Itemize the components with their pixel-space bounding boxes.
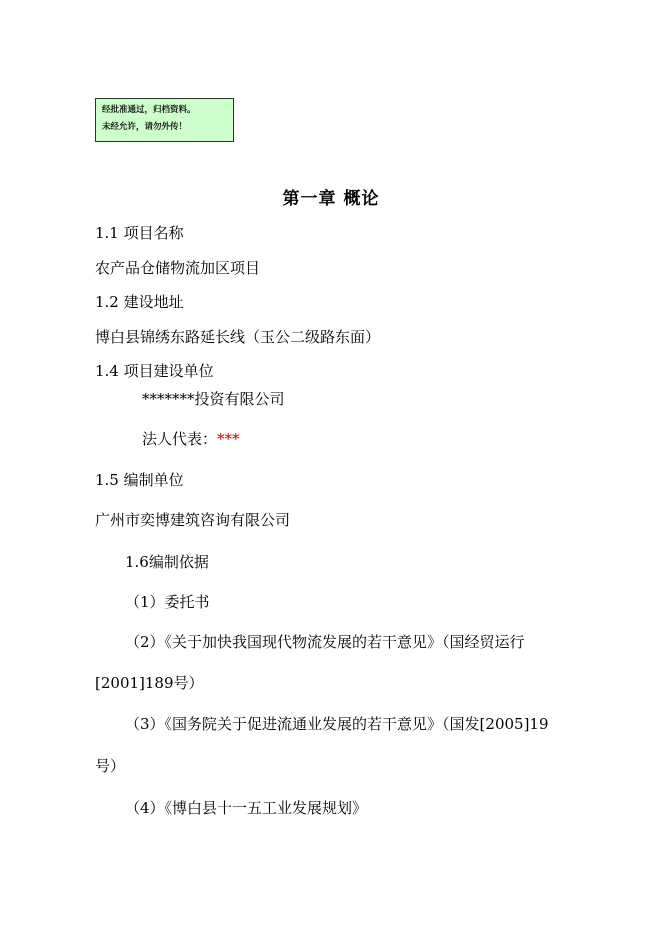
notice-box — [95, 98, 234, 142]
basis-item-3-line-2: 号） — [95, 757, 126, 775]
section-1-1-body: 农产品仓储物流加区项目 — [95, 259, 261, 277]
basis-item-2-line-1: （2）《关于加快我国现代物流发展的若干意见》（国经贸运行 — [125, 633, 525, 651]
basis-item-2-line-2: [2001]189号） — [95, 674, 204, 692]
legal-representative — [142, 429, 240, 449]
basis-item-4: （4）《博白县十一五工业发展规划》 — [125, 799, 368, 817]
section-1-2-heading: 1.2 建设地址 — [95, 293, 184, 311]
section-1-4-company: *******投资有限公司 — [142, 390, 285, 408]
section-1-4-heading: 1.4 项目建设单位 — [95, 362, 214, 380]
basis-item-1: （1）委托书 — [125, 593, 210, 611]
notice-line-2: 未经允许，请勿外传！ — [102, 122, 188, 132]
legal-representative-label: 法人代表： — [142, 430, 218, 448]
notice-line-1: 经批准通过，归档资料。 — [102, 105, 196, 115]
section-1-5-heading: 1.5 编制单位 — [95, 471, 184, 489]
section-1-2-body: 博白县锦绣东路延长线（玉公二级路东面） — [95, 328, 381, 346]
section-1-1-heading: 1.1 项目名称 — [95, 224, 184, 242]
legal-representative-value: *** — [217, 430, 240, 448]
section-1-6-heading: 1.6编制依据 — [125, 553, 209, 571]
section-1-5-body: 广州市奕博建筑咨询有限公司 — [95, 511, 291, 529]
basis-item-3-line-1: （3）《国务院关于促进流通业发展的若干意见》（国发[2005]19 — [125, 715, 549, 733]
chapter-title: 第一章 概论 — [282, 189, 380, 209]
